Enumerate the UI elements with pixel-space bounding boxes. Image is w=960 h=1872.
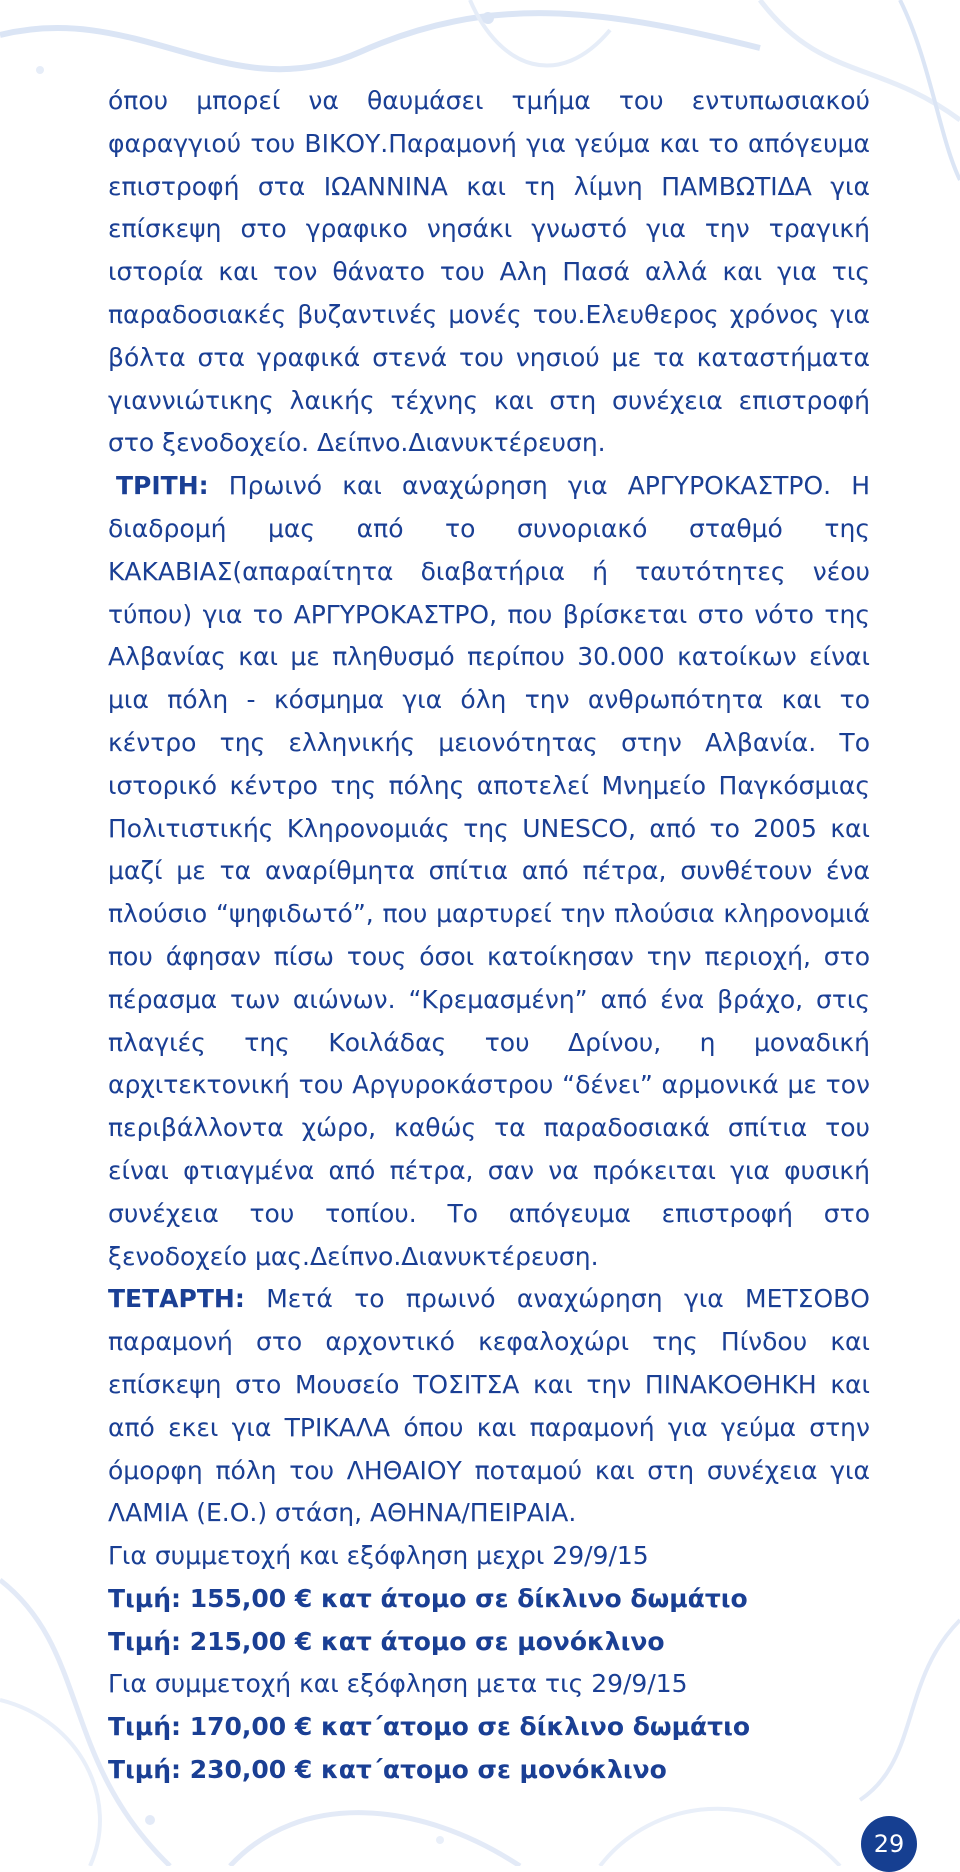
decorative-dot <box>145 1815 155 1825</box>
price-late-single: Τιμή: 230,00 € κατ΄ατομο σε μονόκλινο <box>108 1755 667 1785</box>
decorative-curve <box>600 1809 840 1866</box>
early-payment-note: Για συμμετοχή και εξόφληση μεχρι 29/9/15 <box>108 1541 649 1571</box>
late-payment-note: Για συμμετοχή και εξόφληση μετα τις 29/9/15 <box>108 1669 688 1699</box>
decorative-curve <box>860 1620 960 1800</box>
decorative-dot <box>436 1836 444 1844</box>
price-early-single: Τιμή: 215,00 € κατ άτομο σε μονόκλινο <box>108 1626 665 1656</box>
decorative-curve <box>230 1813 520 1866</box>
decorative-dot <box>482 12 494 24</box>
paragraph-text: όπου μπορεί να θαυμάσει τμήμα του εντυπωσιακού φαραγγιού του ΒΙΚΟΥ.Παραμονή για γεύμα και το απόγευμα επιστροφή στα ΙΩΑΝΝΙΝΑ και τη λίμνη ΠΑΜΒΩΤΙΔΑ για επίσκεψη στο γραφικο νησάκι γνωστό για την τραγική ιστορία και τον θάνατο του Αλη Πασά αλλά και για τις παραδοσιακές βυζαντινές μονές του.Ελευθερος χρόνος για βόλτα στα γραφικά στενά του νησιού με τα καταστήματα γιαννιώτικης λαικής τέχνης και στη συνέχεια επιστροφή στο ξενοδοχείο. Δείπνο.Διανυκτέρευση. <box>108 86 870 458</box>
paragraph-day4 <box>108 1278 870 1535</box>
itinerary-text <box>108 80 870 1792</box>
price-late-double: Τιμή: 170,00 € κατ΄ατομο σε δίκλινο δωμάτιο <box>108 1712 751 1742</box>
paragraph-day2-continuation <box>108 80 870 465</box>
paragraph-text: Πρωινό και αναχώρηση για ΑΡΓΥΡΟΚΑΣΤΡΟ. Η διαδρομή μας από το συνοριακό σταθμό της ΚΑΚΑΒΙΑΣ(απαραίτητα διαβατήρια ή ταυτότητες νέου τύπου) για το ΑΡΓΥΡΟΚΑΣΤΡΟ, που βρίσκεται στο νότο της Αλβανίας και με πληθυσμό περίπου 30.000 κατοίκων είναι μια πόλη - κόσμημα για όλη την ανθρωπότητα και το κέντρο της ελληνικής μειονότητας στην Αλβανία. Το ιστορικό κέντρο της πόλης αποτελεί Μνημείο Παγκόσμιας Πολιτιστικής Κληρονομιάς της UNESCO, από το 2005 και μαζί με τα αναρίθμητα σπίτια από πέτρα, συνθέτουν ένα πλούσιο “ψηφιδωτό”, που μαρτυρεί την πλούσια κληρονομιά που άφησαν πίσω τους όσοι κατοίκησαν την περιοχή, στο πέρασμα των αιώνων. “Κρεμασμένη” από ένα βράχο, στις πλαγιές της Κοιλάδας του Δρίνου, η μοναδική αρχιτεκτονική του Αργυροκάστρου “δένει” αρμονικά με τον περιβάλλοντα χώρο, καθώς τα παραδοσιακά σπίτια του είναι φτιαγμένα από πέτρα, σαν να πρόκειται για φυσική συνέχεια του τοπίου. Το απόγευμα επιστροφή στο ξενοδοχείο μας.Δείπνο.Διανυκτέρευση. <box>108 471 870 1271</box>
paragraph-text: Μετά το πρωινό αναχώρηση για ΜΕΤΣΟΒΟ παραμονή στο αρχοντικό κεφαλοχώρι της Πίνδου και επίσκεψη στο Μουσείο ΤΟΣΙΤΣΑ και την ΠΙΝΑΚΟΘΗΚΗ και από εκει για ΤΡΙΚΑΛΑ όπου και παραμονή για γεύμα στην όμορφη πόλη του ΛΗΘΑΙΟΥ ποταμού και στη συνέχεια για ΛΑΜΙΑ (Ε.Ο.) στάση, ΑΘΗΝΑ/ΠΕΙΡΑΙΑ. <box>108 1284 870 1528</box>
page-number-badge: 29 <box>861 1816 917 1872</box>
day-label-wednesday: ΤΕΤΑΡΤΗ: <box>108 1284 245 1314</box>
paragraph-day3 <box>108 465 870 1278</box>
decorative-curve <box>0 13 760 69</box>
price-early-double: Τιμή: 155,00 € κατ άτομο σε δίκλινο δωμάτιο <box>108 1583 748 1613</box>
decorative-dot <box>36 66 44 74</box>
decorative-curve <box>470 0 610 66</box>
day-label-tuesday: ΤΡΙΤΗ: <box>116 471 209 501</box>
